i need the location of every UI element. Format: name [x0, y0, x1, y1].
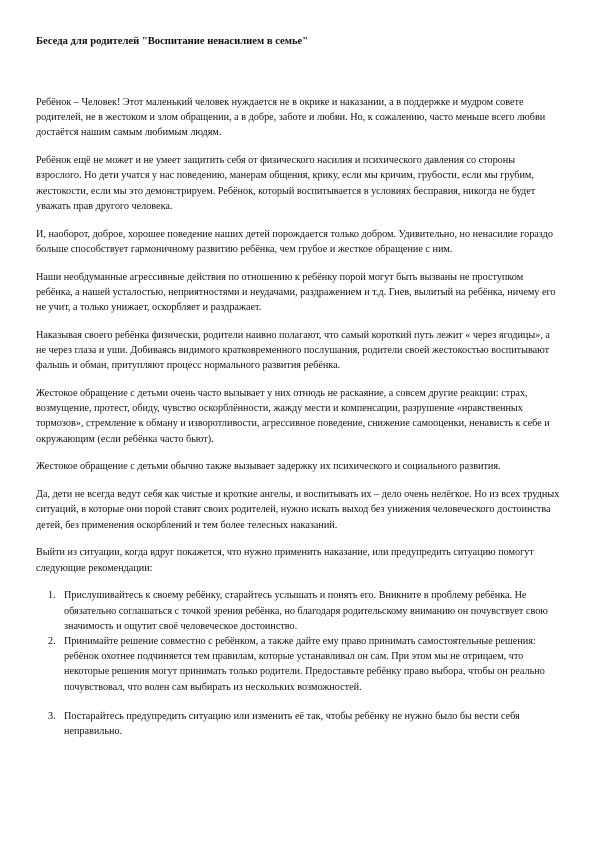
paragraph-3: И, наоборот, доброе, хорошее поведение наших детей порождается только добром. Удивительно, но ненасилие гораздо больше способствует гармоничному развитию ребёнка, чем грубое и жесткое обращение с ним.	[36, 228, 553, 255]
document-title: Беседа для родителей "Воспитание ненасилием в семье"	[36, 36, 309, 47]
list-item-text: Постарайтесь предупредить ситуацию или изменить её так, чтобы ребёнку не нужно было бы вести себя неправильно.	[64, 710, 520, 738]
list-item-number: 2.	[48, 636, 56, 648]
paragraph-7: Жестокое обращение с детьми обычно также вызывает задержку их психического и социального развития.	[36, 461, 501, 473]
list-item	[48, 709, 562, 739]
paragraph-5: Наказывая своего ребёнка физически, родители наивно полагают, что самый короткий путь лежит « через ягодицы», а не через глаза и уши. Добиваясь видимого кратковременного послушания, родители своей жестокостью воспитывают фальшь и обман, притупляют процесс нормального развития ребёнка.	[36, 329, 550, 372]
list-item-text: Принимайте решение совместно с ребёнком, а также дайте ему право принимать самостоятельные решения: ребёнок охотнее подчиняется тем правилам, которые устанавливал он сам. При этом мы не отрицаем, что некоторые решения могут принимать только родители. Предоставьте ребёнку право выбора, чтобы он реально почувствовал, что волен сам выбирать из нескольких возможностей.	[64, 636, 545, 693]
list-item-number: 1.	[48, 590, 56, 602]
recommendations-list	[36, 588, 562, 739]
paragraph-1: Ребёнок – Человек! Этот маленький человек нуждается не в окрике и наказании, а в поддержке и мудром совете родителей, не в жестоком и злом обращении, а в добре, заботе и любви. Но, к сожалению, часто меньше всего любви достаётся нашим самым любимым людям.	[36, 97, 546, 139]
list-item-number: 3.	[48, 710, 56, 722]
paragraph-4: Наши необдуманные агрессивные действия по отношению к ребёнку порой могут быть вызваны не проступком ребёнка, а нашей усталостью, неприятностями и неудачами, раздражением и т.д. Гнев, вылитый на ребёнка, ничему его не учит, а только унижает, оскорбляет и раздражает.	[36, 271, 556, 314]
document-body	[36, 34, 562, 739]
list-item	[48, 634, 562, 695]
paragraph-8: Да, дети не всегда ведут себя как чистые и кроткие ангелы, и воспитывать их – дело очень нелёгкое. Но из всех трудных ситуаций, в которые они порой ставят своих родителей, нужно искать выход без унижения человеческого достоинства детей, без применения оскорблений и тем более телесных наказаний.	[36, 489, 560, 531]
list-item-text: Прислушивайтесь к своему ребёнку, старайтесь услышать и понять его. Вникните в проблему ребёнка. Не обязательно соглашаться с точкой зрения ребёнка, но благодаря родительскому вниманию он почувствует свою значимость и ощутит своё человеческое достоинство.	[64, 590, 548, 632]
paragraph-6: Жестокое обращение с детьми очень часто вызывает у них отнюдь не раскаяние, а совсем другие реакции: страх, возмущение, протест, обиду, чувство оскорблённости, жажду мести и компенсации, разрушение «нравственных тормозов», стремление к обману и изворотливости, агрессивное поведение, снижение самооценки, ненависть к себе и окружающим (если ребёнка часто бьют).	[36, 388, 550, 445]
paragraph-2: Ребёнок ещё не может и не умеет защитить себя от физического насилия и психического давления со стороны взрослого. Но дети учатся у нас поведению, манерам общения, крику, если мы кричим, грубости, если мы грубим, жестокости, если мы это демонстрируем. Ребёнок, который воспитывается в условиях бесправия, никогда не будет уважать прав другого человека.	[36, 155, 536, 212]
paragraph-9: Выйти из ситуации, когда вдруг покажется, что нужно применить наказание, или предупредить ситуацию помогут следующие рекомендации:	[36, 547, 534, 574]
list-item	[48, 588, 562, 634]
